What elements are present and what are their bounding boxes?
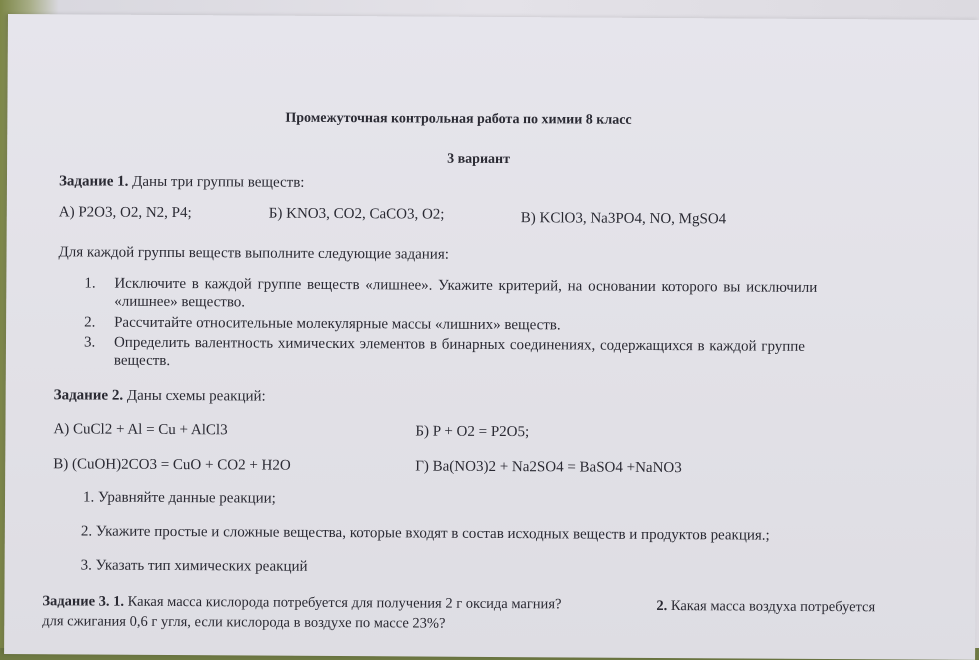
task1-heading: [59, 172, 305, 191]
task1-item-1-num: 1.: [84, 275, 96, 292]
task1-label: Задание 1.: [58, 173, 129, 190]
variant-label: 3 вариант: [447, 151, 511, 168]
task2-reaction-b: Б) P + O2 = P2O5;: [415, 423, 530, 441]
task3-q1-text: Какая масса кислорода потребуется для получения 2 г оксида магния?: [124, 593, 562, 613]
task2-item-2: 2. Укажите простые и сложные вещества, которые входят в состав исходных веществ и продуктов реакция.;: [80, 523, 770, 544]
task3-label: Задание 3.: [42, 593, 110, 610]
task3-q2: [656, 597, 875, 616]
document-page: [4, 14, 979, 660]
task1-item-3-line2: веществ.: [113, 352, 171, 369]
task2-text: Даны схемы реакций:: [123, 387, 266, 405]
task2-item-3: 3. Указать тип химических реакций: [80, 557, 308, 575]
task1-item-2-num: 2.: [84, 314, 96, 331]
task1-item-1-line2: «лишнее» вещество.: [114, 293, 246, 311]
task1-instruction: Для каждой группы веществ выполните следующие задания:: [58, 244, 449, 263]
task1-item-1-line1: Исключите в каждой группе веществ «лишнее». Укажите критерий, на основании которого вы исключили: [114, 275, 818, 296]
task1-group-v: В) KClO3, Na3PO4, NO, MgSO4: [520, 210, 727, 228]
task3-line2: для сжигания 0,6 г угля, если кислорода в воздухе по массе 23%?: [42, 613, 446, 632]
page-title: Промежуточная контрольная работа по химии 8 класс: [285, 110, 632, 128]
task1-text: Даны три группы веществ:: [128, 173, 305, 191]
task3-line1: [42, 592, 561, 613]
task1-item-3-num: 3.: [83, 334, 96, 351]
task1-group-b: Б) KNO3, CO2, CaCO3, O2;: [268, 205, 445, 223]
task2-label: Задание 2.: [53, 387, 124, 404]
task3-q2-num: 2.: [656, 597, 668, 615]
task1-group-a: А) P2O3, O2, N2, P4;: [58, 204, 192, 222]
task1-item-2-line1: Рассчитайте относительные молекулярные массы «лишних» веществ.: [114, 314, 561, 334]
task1-item-3-line1: Определить валентность химических элементов в бинарных соединениях, содержащихся в каждой группе: [113, 334, 806, 355]
task3-q2-text: Какая масса воздуха потребуется: [667, 598, 876, 616]
task2-heading: [54, 386, 266, 405]
task2-reaction-a: А) CuCl2 + Al = Cu + AlCl3: [53, 421, 228, 439]
task3-q1-num: 1.: [109, 593, 125, 610]
task2-reaction-g: Г) Ba(NO3)2 + Na2SO4 = BaSO4 +NaNO3: [415, 458, 682, 477]
task2-item-1: 1. Уравняйте данные реакции;: [82, 489, 276, 507]
task2-reaction-v: В) (CuOH)2CO3 = CuO + CO2 + H2O: [53, 456, 291, 474]
